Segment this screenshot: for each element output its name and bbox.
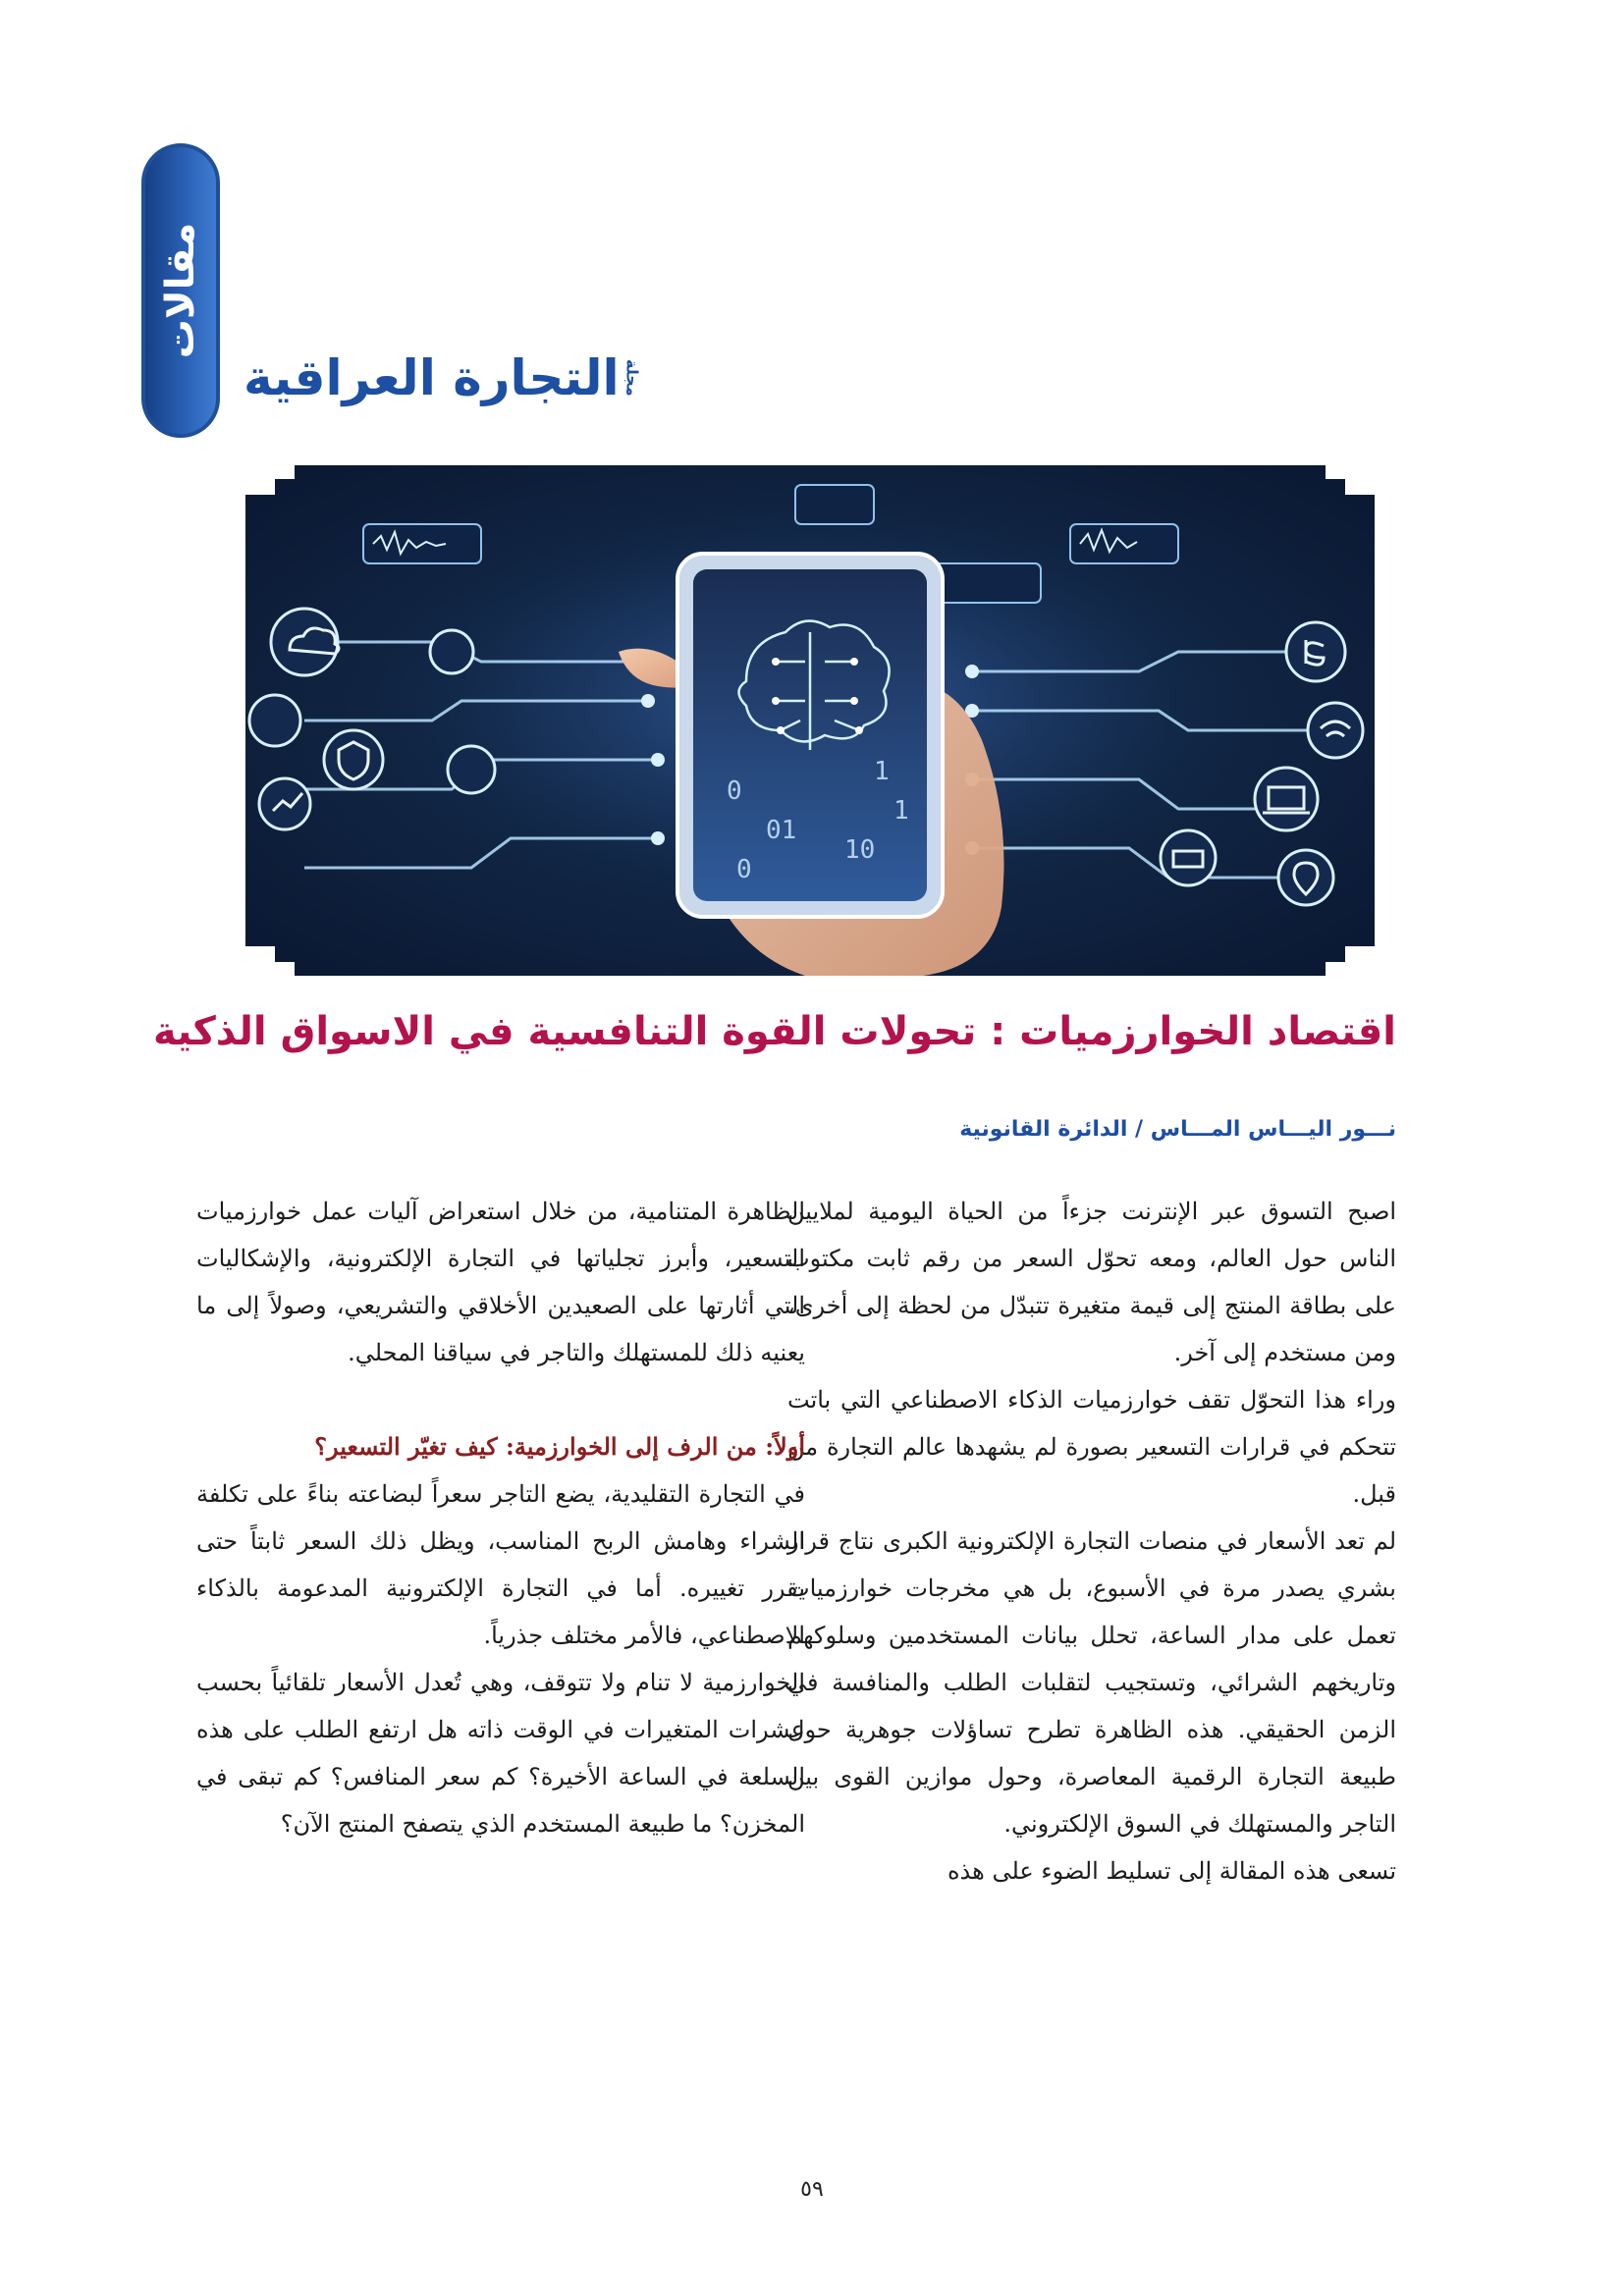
wifi-icon [1308,703,1363,758]
binary-digit: 0 [727,776,742,806]
gear-icon [430,630,473,673]
laptop-icon [1255,768,1318,830]
cloud-icon [271,609,338,675]
hero-image [245,465,1375,976]
dollar-icon [1286,622,1345,681]
hero-illustration [245,465,1375,976]
article-column-right [787,1188,1396,1895]
section-label: مقالات [158,222,203,359]
article-title: اقتصاد الخوارزميات : تحولات القوة التنافسية في الاسواق الذكية [152,1009,1396,1054]
binary-digit: 1 [874,757,890,786]
paragraph: تسعى هذه المقالة إلى تسليط الضوء على هذه [947,1857,1396,1885]
page-number: ٥٩ [800,2177,824,2202]
location-icon [1278,850,1333,905]
article-byline: نـــور اليـــاس المـــاس / الدائرة القانونية [959,1117,1396,1142]
section-heading: أولاً: من الرف إلى الخوارزمية: كيف تغيّر التسعير؟ [314,1432,805,1461]
settings-icon [448,746,495,793]
chat-icon [1161,830,1216,885]
user-icon [249,695,300,746]
binary-digit: 10 [844,835,876,865]
paragraph: في التجارة التقليدية، يضع التاجر سعراً لبضاعته بناءً على تكلفة الشراء وهامش الربح المناسب، ويظل ذلك السعر ثابتاً حتى يقرر تغييره. أما في التجارة الإلكترونية المدعومة بالذكاء الاصطناعي، فالأمر مختلف جذرياً. [196,1480,805,1649]
paragraph: لم تعد الأسعار في منصات التجارة الإلكترونية الكبرى نتاج قرار بشري يصدر مرة في الأسبوع، بل هي مخرجات خوارزميات تعمل على مدار الساعة، تحلل بيانات المستخدمين وسلوكهم وتاريخهم الشرائي، وتستجيب لتقلبات الطلب والمنافسة في الزمن الحقيقي. هذه الظاهرة تطرح تساؤلات جوهرية حول طبيعة التجارة الرقمية المعاصرة، وحول موازين القوى بين التاجر والمستهلك في السوق الإلكتروني. [787,1527,1396,1838]
article-column-left [196,1188,805,1847]
paragraph: الخوارزمية لا تنام ولا تتوقف، وهي تُعدل الأسعار تلقائياً بحسب عشرات المتغيرات في الوقت ذاته هل ارتفع الطلب على هذه السلعة في الساعة الأخيرة؟ كم سعر المنافس؟ كم تبقى في المخزن؟ ما طبيعة المستخدم الذي يتصفح المنتج الآن؟ [196,1669,805,1838]
logo-name: التجارة العراقية [244,349,620,406]
paragraph: وراء هذا التحوّل تقف خوارزميات الذكاء الاصطناعي التي باتت تتحكم في قرارات التسعير بصورة لم يشهدها عالم التجارة من قبل. [787,1386,1397,1508]
binary-digit: 0 [736,855,752,884]
section-tab [141,143,220,438]
binary-digit: 1 [893,796,909,826]
smartphone [677,554,943,917]
logo-prefix: مجلة [623,359,642,397]
binary-digit: 01 [766,816,797,845]
magazine-logo [244,349,642,406]
paragraph: الظاهرة المتنامية، من خلال استعراض آليات عمل خوارزميات التسعير، وأبرز تجلياتها في التجارة الإلكترونية، والإشكاليات التي أثارتها على الصعيدين الأخلاقي والتشريعي، وصولاً إلى ما يعنيه ذلك للمستهلك والتاجر في سياقنا المحلي. [196,1198,805,1366]
paragraph: اصبح التسوق عبر الإنترنت جزءاً من الحياة اليومية لملايين الناس حول العالم، ومعه تحوّل السعر من رقم ثابت مكتوب على بطاقة المنتج إلى قيمة متغيرة تتبدّل من لحظة إلى أخرى، ومن مستخدم إلى آخر. [787,1198,1396,1366]
